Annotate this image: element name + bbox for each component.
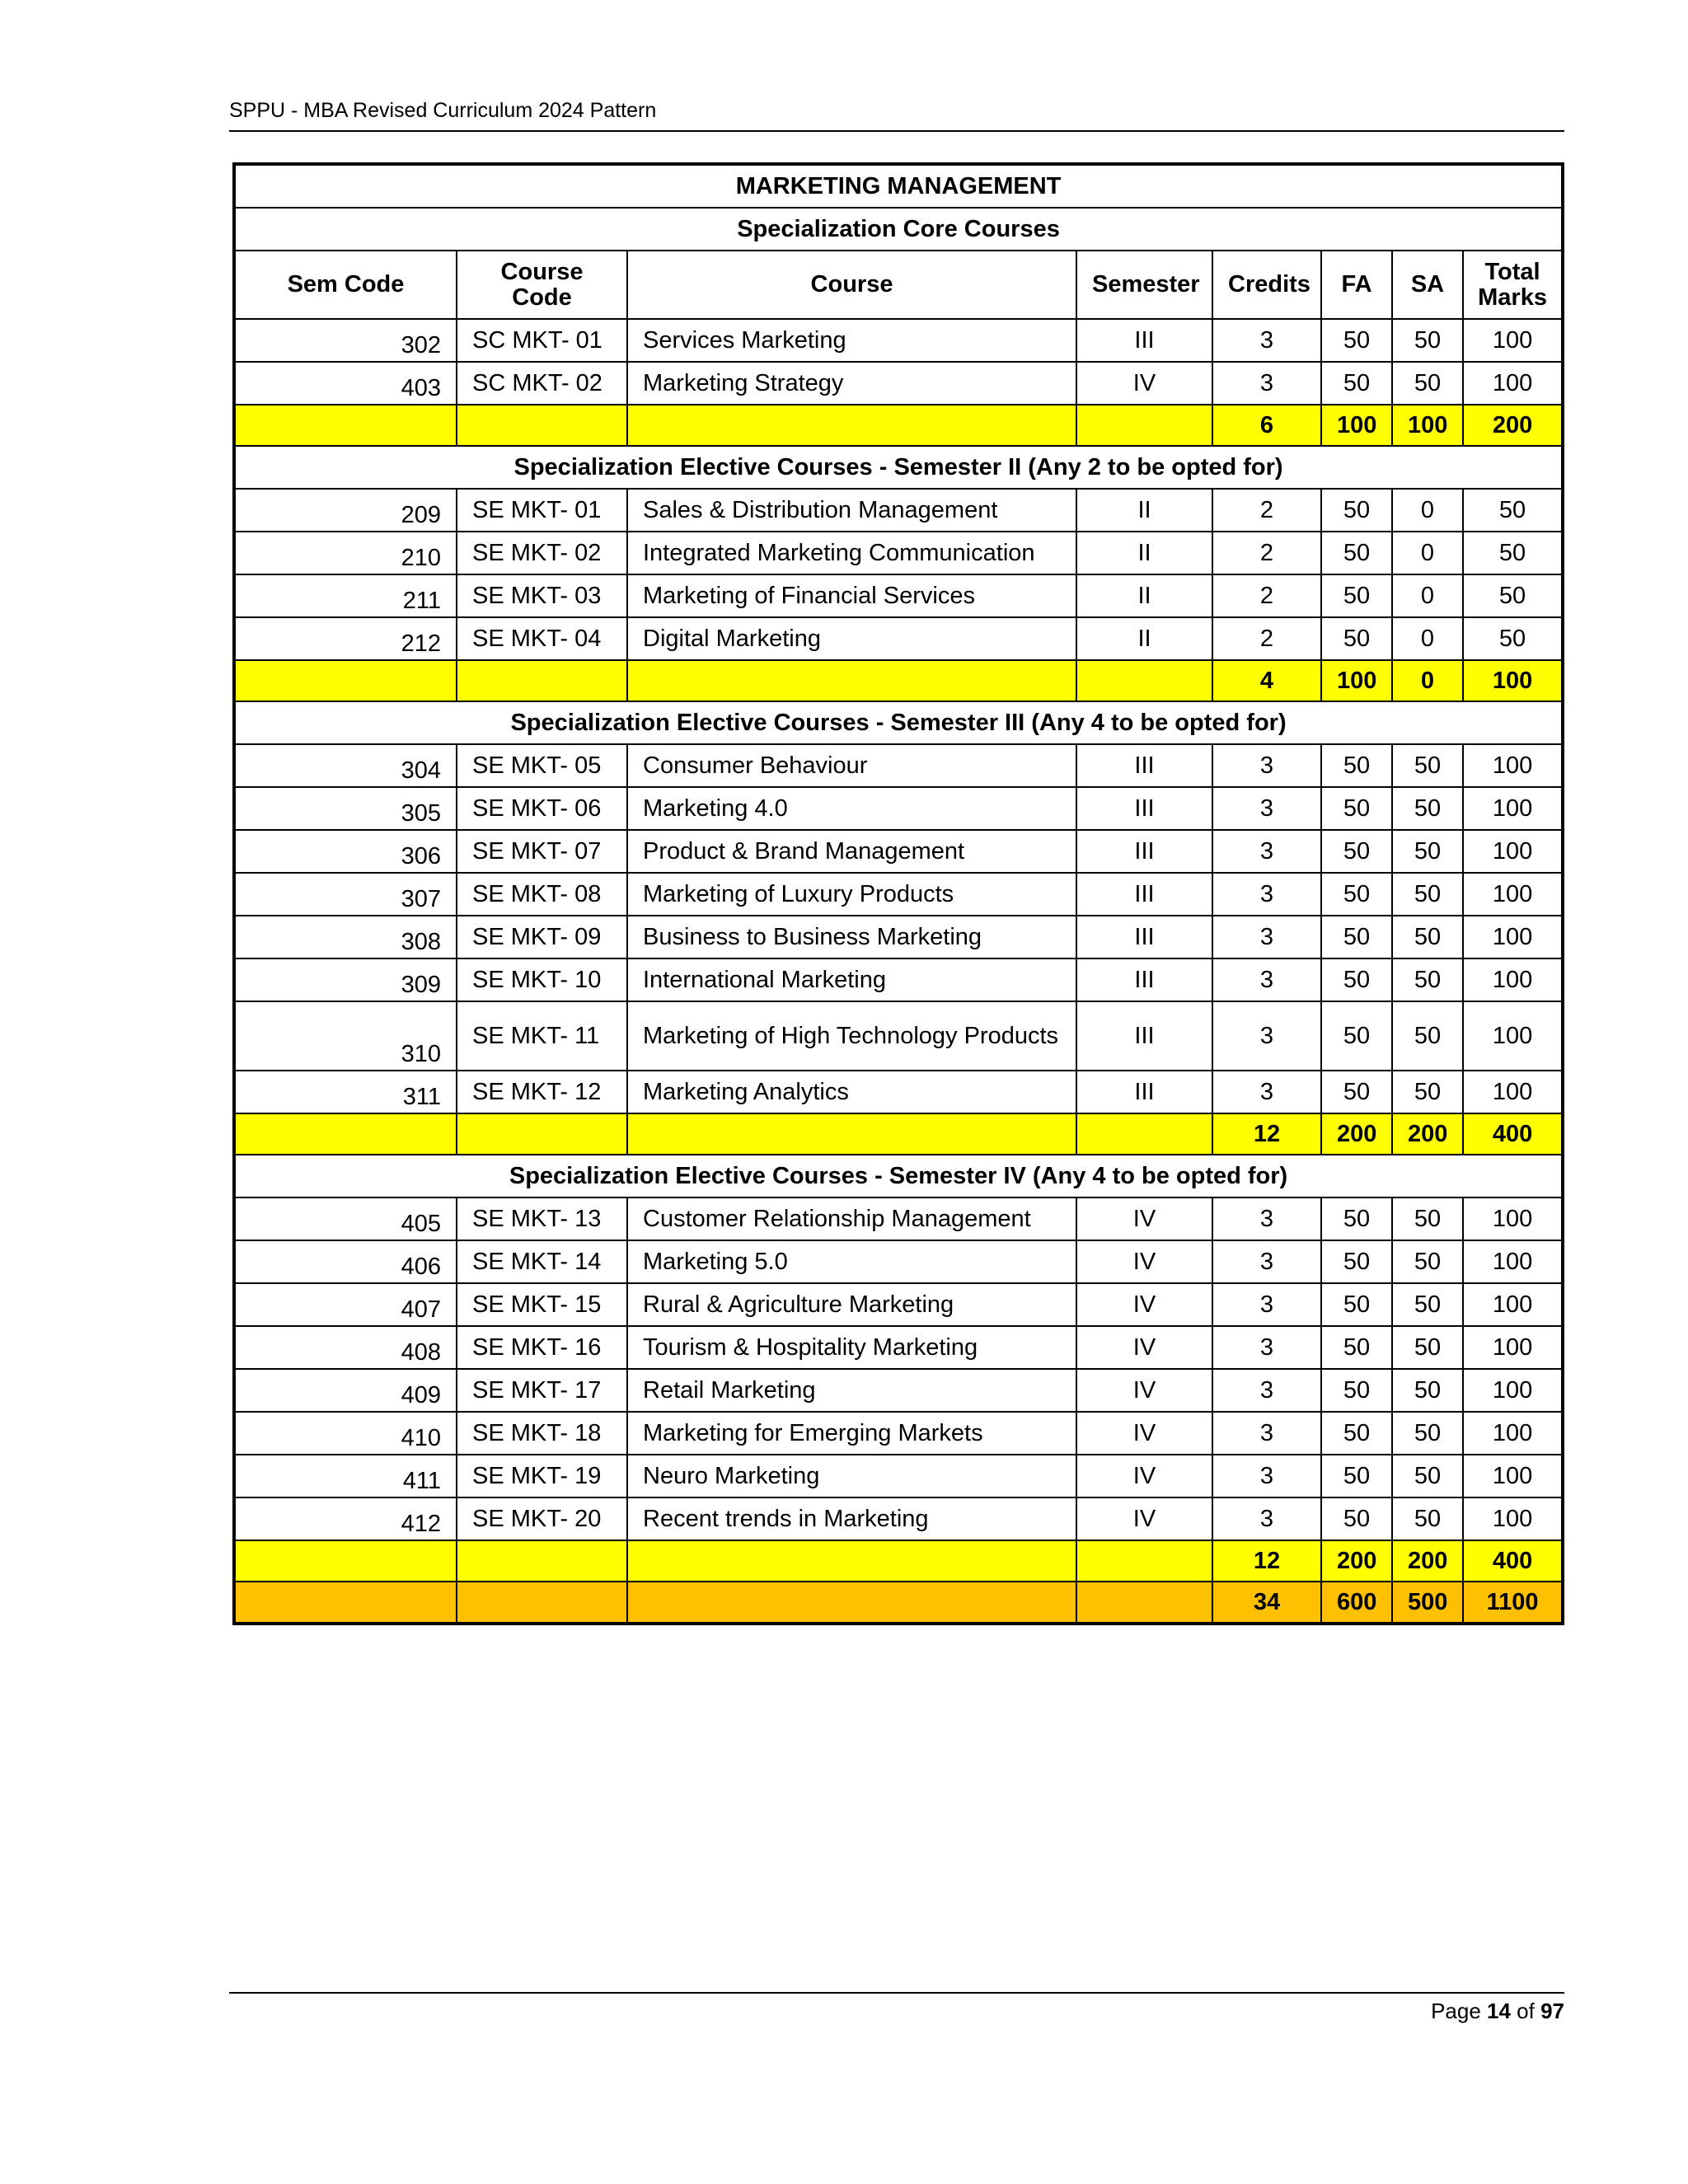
table-cell: 50: [1463, 574, 1563, 617]
table-cell: 50: [1392, 1412, 1463, 1455]
table-cell: 50: [1392, 362, 1463, 405]
subtotal-empty-cell: [234, 660, 457, 701]
subtotal-empty-cell: [457, 1113, 627, 1155]
grand-total-cell: 600: [1321, 1582, 1392, 1624]
table-cell: 2: [1212, 617, 1321, 660]
table-cell: 3: [1212, 1326, 1321, 1369]
table-cell: 50: [1392, 1369, 1463, 1412]
table-row: [234, 958, 1563, 1001]
table-cell: 100: [1463, 1197, 1563, 1240]
table-cell: 3: [1212, 1240, 1321, 1283]
table-cell: 0: [1392, 532, 1463, 574]
table-row: [234, 830, 1563, 873]
table-cell: SE MKT- 18: [457, 1412, 627, 1455]
table-cell: 306: [234, 830, 457, 873]
table-cell: 50: [1392, 916, 1463, 958]
table-cell: Retail Marketing: [627, 1369, 1076, 1412]
table-cell: 50: [1392, 1001, 1463, 1071]
table-cell: 411: [234, 1455, 457, 1497]
table-cell: SC MKT- 02: [457, 362, 627, 405]
table-cell: 50: [1392, 1326, 1463, 1369]
section-heading-row: [234, 701, 1563, 744]
subtotal-empty-cell: [1076, 405, 1212, 446]
subtotal-cell: 200: [1321, 1540, 1392, 1582]
curriculum-table: [232, 162, 1564, 1625]
table-cell: IV: [1076, 1197, 1212, 1240]
table-cell: III: [1076, 744, 1212, 787]
page-footer: [1431, 1994, 1564, 2027]
subtotal-cell: 400: [1463, 1540, 1563, 1582]
table-row: [234, 362, 1563, 405]
table-cell: 50: [1392, 319, 1463, 362]
column-header: Semester: [1076, 251, 1212, 319]
table-cell: 412: [234, 1497, 457, 1540]
table-row: [234, 1001, 1563, 1071]
table-cell: Marketing of High Technology Products: [627, 1001, 1076, 1071]
table-cell: SE MKT- 15: [457, 1283, 627, 1326]
table-cell: SE MKT- 05: [457, 744, 627, 787]
table-cell: 3: [1212, 1283, 1321, 1326]
subtotal-cell: 100: [1321, 405, 1392, 446]
table-cell: 50: [1392, 1283, 1463, 1326]
table-cell: Marketing of Luxury Products: [627, 873, 1076, 916]
table-cell: SE MKT- 11: [457, 1001, 627, 1071]
table-cell: IV: [1076, 1283, 1212, 1326]
table-cell: 50: [1392, 873, 1463, 916]
table-cell: SE MKT- 16: [457, 1326, 627, 1369]
table-cell: 307: [234, 873, 457, 916]
table-cell: IV: [1076, 1412, 1212, 1455]
table-cell: Marketing of Financial Services: [627, 574, 1076, 617]
table-cell: 408: [234, 1326, 457, 1369]
section-heading: Specialization Elective Courses - Semester IV (Any 4 to be opted for): [234, 1155, 1563, 1197]
table-cell: 100: [1463, 1071, 1563, 1113]
subtotal-empty-cell: [627, 405, 1076, 446]
column-header: FA: [1321, 251, 1392, 319]
column-header: Credits: [1212, 251, 1321, 319]
table-row: [234, 1455, 1563, 1497]
table-cell: II: [1076, 489, 1212, 532]
table-cell: 50: [1321, 362, 1392, 405]
table-row: [234, 916, 1563, 958]
table-cell: 50: [1321, 532, 1392, 574]
subtotal-cell: 200: [1392, 1113, 1463, 1155]
table-cell: 50: [1321, 1326, 1392, 1369]
subtotal-empty-cell: [1076, 1113, 1212, 1155]
table-cell: Digital Marketing: [627, 617, 1076, 660]
table-cell: 3: [1212, 1412, 1321, 1455]
page-total: 97: [1540, 1999, 1564, 2023]
subtotal-cell: 6: [1212, 405, 1321, 446]
subtotal-cell: 200: [1321, 1113, 1392, 1155]
table-cell: IV: [1076, 362, 1212, 405]
table-cell: 100: [1463, 916, 1563, 958]
table-cell: 407: [234, 1283, 457, 1326]
table-row: [234, 1240, 1563, 1283]
table-cell: Tourism & Hospitality Marketing: [627, 1326, 1076, 1369]
subtotal-empty-cell: [1076, 1540, 1212, 1582]
table-cell: SE MKT- 01: [457, 489, 627, 532]
table-cell: Business to Business Marketing: [627, 916, 1076, 958]
subtotal-empty-cell: [457, 1540, 627, 1582]
table-cell: 50: [1321, 617, 1392, 660]
table-cell: 50: [1321, 1283, 1392, 1326]
table-row: [234, 489, 1563, 532]
table-row: [234, 744, 1563, 787]
column-header: Total Marks: [1463, 251, 1563, 319]
table-cell: 50: [1463, 617, 1563, 660]
table-cell: III: [1076, 787, 1212, 830]
table-cell: 304: [234, 744, 457, 787]
table-cell: 405: [234, 1197, 457, 1240]
subtotal-cell: 200: [1463, 405, 1563, 446]
subtotal-cell: 12: [1212, 1113, 1321, 1155]
table-row: [234, 1369, 1563, 1412]
table-cell: SE MKT- 13: [457, 1197, 627, 1240]
grand-total-cell: 34: [1212, 1582, 1321, 1624]
column-header: Course Code: [457, 251, 627, 319]
table-cell: SE MKT- 14: [457, 1240, 627, 1283]
subtotal-empty-cell: [627, 660, 1076, 701]
table-cell: 50: [1321, 319, 1392, 362]
table-cell: IV: [1076, 1369, 1212, 1412]
subtotal-row: [234, 1113, 1563, 1155]
table-cell: 3: [1212, 362, 1321, 405]
table-cell: SC MKT- 01: [457, 319, 627, 362]
subtotal-row: [234, 660, 1563, 701]
table-cell: 3: [1212, 873, 1321, 916]
table-row: [234, 1326, 1563, 1369]
table-cell: SE MKT- 08: [457, 873, 627, 916]
table-cell: IV: [1076, 1240, 1212, 1283]
subtotal-cell: 4: [1212, 660, 1321, 701]
table-cell: Product & Brand Management: [627, 830, 1076, 873]
table-cell: 50: [1321, 1412, 1392, 1455]
table-cell: Recent trends in Marketing: [627, 1497, 1076, 1540]
table-cell: 0: [1392, 489, 1463, 532]
table-cell: 50: [1321, 1369, 1392, 1412]
table-cell: 2: [1212, 489, 1321, 532]
table-cell: Marketing Strategy: [627, 362, 1076, 405]
table-cell: III: [1076, 830, 1212, 873]
subtotal-empty-cell: [234, 405, 457, 446]
table-cell: 3: [1212, 1369, 1321, 1412]
table-cell: 210: [234, 532, 457, 574]
column-header: SA: [1392, 251, 1463, 319]
table-cell: 50: [1463, 489, 1563, 532]
table-cell: SE MKT- 20: [457, 1497, 627, 1540]
subtotal-empty-cell: [627, 1540, 1076, 1582]
subtotal-cell: 0: [1392, 660, 1463, 701]
section-heading: Specialization Elective Courses - Semester II (Any 2 to be opted for): [234, 446, 1563, 489]
table-cell: 50: [1321, 1071, 1392, 1113]
table-row: [234, 617, 1563, 660]
table-row: [234, 1197, 1563, 1240]
grand-total-row: [234, 1582, 1563, 1624]
section-heading-row: [234, 1155, 1563, 1197]
page-header: [229, 99, 1564, 132]
table-cell: 403: [234, 362, 457, 405]
table-cell: 100: [1463, 1001, 1563, 1071]
table-cell: 406: [234, 1240, 457, 1283]
table-title-row: [234, 164, 1563, 208]
table-cell: 100: [1463, 787, 1563, 830]
table-cell: 302: [234, 319, 457, 362]
table-cell: 50: [1321, 873, 1392, 916]
table-cell: 50: [1392, 1197, 1463, 1240]
table-cell: Marketing 5.0: [627, 1240, 1076, 1283]
footer-rule: [229, 1992, 1564, 1994]
subtotal-empty-cell: [457, 405, 627, 446]
table-cell: 3: [1212, 1497, 1321, 1540]
table-cell: 3: [1212, 916, 1321, 958]
subtotal-empty-cell: [457, 660, 627, 701]
table-cell: Integrated Marketing Communication: [627, 532, 1076, 574]
table-cell: SE MKT- 19: [457, 1455, 627, 1497]
table-cell: II: [1076, 532, 1212, 574]
table-cell: 100: [1463, 958, 1563, 1001]
table-row: [234, 574, 1563, 617]
table-cell: IV: [1076, 1497, 1212, 1540]
table-cell: 410: [234, 1412, 457, 1455]
table-cell: III: [1076, 958, 1212, 1001]
table-cell: SE MKT- 06: [457, 787, 627, 830]
table-cell: Rural & Agriculture Marketing: [627, 1283, 1076, 1326]
table-cell: SE MKT- 09: [457, 916, 627, 958]
table-cell: 50: [1321, 916, 1392, 958]
table-cell: 50: [1392, 1455, 1463, 1497]
table-cell: 3: [1212, 1001, 1321, 1071]
table-cell: 3: [1212, 787, 1321, 830]
table-cell: International Marketing: [627, 958, 1076, 1001]
column-header-row: [234, 251, 1563, 319]
table-cell: III: [1076, 873, 1212, 916]
table-cell: SE MKT- 07: [457, 830, 627, 873]
table-cell: 211: [234, 574, 457, 617]
table-cell: IV: [1076, 1326, 1212, 1369]
table-cell: 50: [1392, 787, 1463, 830]
table-cell: 50: [1463, 532, 1563, 574]
table-cell: 100: [1463, 362, 1563, 405]
table-cell: SE MKT- 17: [457, 1369, 627, 1412]
table-row: [234, 1071, 1563, 1113]
subtotal-cell: 200: [1392, 1540, 1463, 1582]
table-cell: III: [1076, 1071, 1212, 1113]
column-header: Sem Code: [234, 251, 457, 319]
table-cell: 50: [1321, 744, 1392, 787]
table-cell: Services Marketing: [627, 319, 1076, 362]
subtotal-cell: 100: [1392, 405, 1463, 446]
table-cell: 50: [1321, 1001, 1392, 1071]
page-number: 14: [1487, 1999, 1511, 2023]
table-cell: 100: [1463, 1240, 1563, 1283]
table-cell: 310: [234, 1001, 457, 1071]
table-row: [234, 1283, 1563, 1326]
table-cell: 3: [1212, 1455, 1321, 1497]
table-cell: 50: [1392, 1497, 1463, 1540]
section-heading-row: [234, 446, 1563, 489]
table-cell: 0: [1392, 617, 1463, 660]
table-row: [234, 532, 1563, 574]
table-cell: Neuro Marketing: [627, 1455, 1076, 1497]
table-cell: 0: [1392, 574, 1463, 617]
table-row: [234, 319, 1563, 362]
table-cell: SE MKT- 02: [457, 532, 627, 574]
table-cell: Marketing for Emerging Markets: [627, 1412, 1076, 1455]
table-cell: III: [1076, 319, 1212, 362]
table-cell: 50: [1321, 1497, 1392, 1540]
table-cell: III: [1076, 916, 1212, 958]
table-cell: 50: [1321, 830, 1392, 873]
table-cell: 308: [234, 916, 457, 958]
subtotal-row: [234, 405, 1563, 446]
table-cell: Marketing 4.0: [627, 787, 1076, 830]
section-heading-row: [234, 208, 1563, 251]
subtotal-empty-cell: [234, 1540, 457, 1582]
table-cell: 2: [1212, 532, 1321, 574]
table-cell: Customer Relationship Management: [627, 1197, 1076, 1240]
table-cell: 305: [234, 787, 457, 830]
table-cell: III: [1076, 1001, 1212, 1071]
table-cell: 100: [1463, 1369, 1563, 1412]
table-cell: 2: [1212, 574, 1321, 617]
grand-total-cell: 500: [1392, 1582, 1463, 1624]
footer-of: of: [1510, 1999, 1541, 2023]
table-cell: 50: [1321, 1197, 1392, 1240]
section-heading: Specialization Elective Courses - Semester III (Any 4 to be opted for): [234, 701, 1563, 744]
table-cell: 100: [1463, 1497, 1563, 1540]
table-cell: 50: [1321, 574, 1392, 617]
table-cell: SE MKT- 12: [457, 1071, 627, 1113]
table-cell: 100: [1463, 1326, 1563, 1369]
table-cell: 100: [1463, 1283, 1563, 1326]
table-cell: 3: [1212, 319, 1321, 362]
table-cell: 100: [1463, 830, 1563, 873]
subtotal-row: [234, 1540, 1563, 1582]
table-cell: II: [1076, 574, 1212, 617]
subtotal-empty-cell: [1076, 660, 1212, 701]
table-cell: 100: [1463, 1455, 1563, 1497]
grand-total-empty-cell: [457, 1582, 627, 1624]
table-cell: 50: [1321, 1455, 1392, 1497]
subtotal-cell: 12: [1212, 1540, 1321, 1582]
table-cell: SE MKT- 10: [457, 958, 627, 1001]
table-cell: 311: [234, 1071, 457, 1113]
table-cell: 100: [1463, 873, 1563, 916]
table-cell: 212: [234, 617, 457, 660]
subtotal-empty-cell: [627, 1113, 1076, 1155]
table-cell: 409: [234, 1369, 457, 1412]
subtotal-cell: 400: [1463, 1113, 1563, 1155]
table-cell: 50: [1392, 958, 1463, 1001]
table-cell: II: [1076, 617, 1212, 660]
grand-total-empty-cell: [627, 1582, 1076, 1624]
header-text: SPPU - MBA Revised Curriculum 2024 Pattern: [229, 99, 657, 122]
table-cell: 50: [1392, 830, 1463, 873]
table-cell: 100: [1463, 744, 1563, 787]
grand-total-empty-cell: [234, 1582, 457, 1624]
table-cell: Consumer Behaviour: [627, 744, 1076, 787]
subtotal-cell: 100: [1321, 660, 1392, 701]
footer-prefix: Page: [1431, 1999, 1488, 2023]
table-cell: 3: [1212, 744, 1321, 787]
subtotal-cell: 100: [1463, 660, 1563, 701]
table-cell: 3: [1212, 958, 1321, 1001]
table-cell: 50: [1392, 744, 1463, 787]
table-cell: 209: [234, 489, 457, 532]
table-cell: 3: [1212, 1197, 1321, 1240]
table-row: [234, 873, 1563, 916]
table-cell: 50: [1321, 1240, 1392, 1283]
table-cell: 309: [234, 958, 457, 1001]
table-cell: 3: [1212, 1071, 1321, 1113]
section-heading: Specialization Core Courses: [234, 208, 1563, 251]
subtotal-empty-cell: [234, 1113, 457, 1155]
table-cell: 100: [1463, 319, 1563, 362]
table-cell: 3: [1212, 830, 1321, 873]
table-row: [234, 787, 1563, 830]
table-cell: Marketing Analytics: [627, 1071, 1076, 1113]
table-title: MARKETING MANAGEMENT: [234, 164, 1563, 208]
table-cell: 50: [1321, 489, 1392, 532]
table-cell: 50: [1392, 1240, 1463, 1283]
table-cell: IV: [1076, 1455, 1212, 1497]
table-cell: SE MKT- 03: [457, 574, 627, 617]
table-cell: 100: [1463, 1412, 1563, 1455]
grand-total-cell: 1100: [1463, 1582, 1563, 1624]
table-cell: Sales & Distribution Management: [627, 489, 1076, 532]
grand-total-empty-cell: [1076, 1582, 1212, 1624]
table-row: [234, 1497, 1563, 1540]
table-cell: SE MKT- 04: [457, 617, 627, 660]
column-header: Course: [627, 251, 1076, 319]
table-cell: 50: [1321, 787, 1392, 830]
table-row: [234, 1412, 1563, 1455]
table-cell: 50: [1392, 1071, 1463, 1113]
table-cell: 50: [1321, 958, 1392, 1001]
